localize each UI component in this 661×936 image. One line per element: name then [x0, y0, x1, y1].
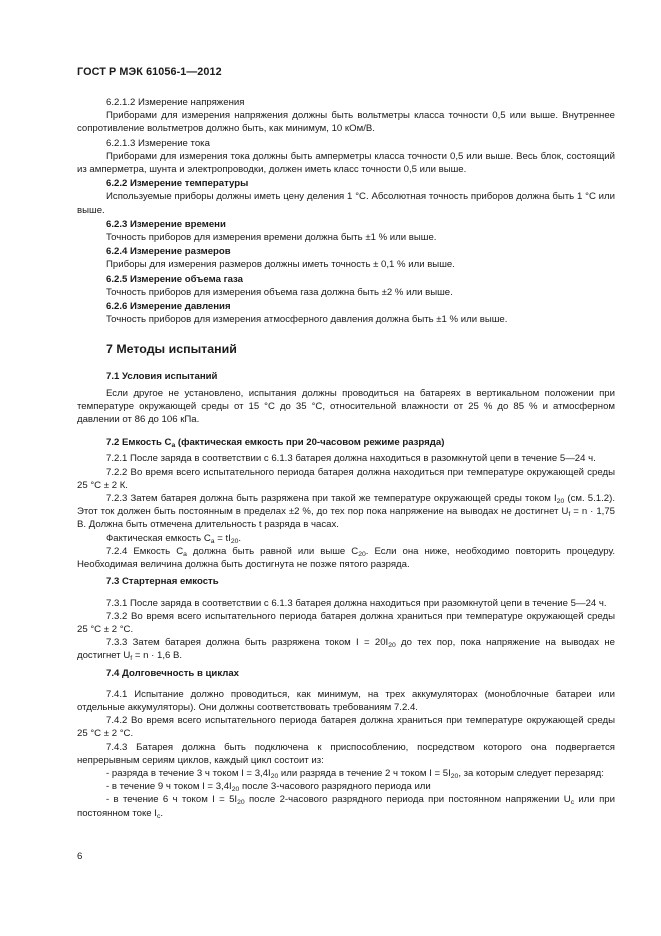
text-7-4-2: 7.4.2 Во время всего испытательного периода батарея должна храниться при температуре окружающей среды 25 °С ± 2 °С.	[77, 715, 615, 740]
heading-6-2-2: 6.2.2 Измерение температуры	[106, 178, 249, 190]
text-6-2-1-3: Приборами для измерения тока должны быть амперметры класса точности 0,5 или выше. Весь блок, состоящий из амперметра, шунта и электропроводки, должен иметь класс точности 0,5 или выше.	[77, 150, 615, 176]
heading-6-2-4: 6.2.4 Измерение размеров	[106, 246, 231, 258]
list-item-3: - в течение 6 ч током $I = 5I_{20}$ после 2-часового разрядного периода при постоянном напряжении $U_c$ или при постоянном токе $I_c$.	[77, 794, 615, 820]
page-number: 6	[77, 851, 83, 862]
text-7-2-3: 7.2.3 Затем батарея должна быть разряжена при такой же температуре окружающей среды током $I_{20}$ (см. 5.1.2). Этот ток должен быть постоянным в пределах ±2 %, до тех пор пока напряжение на выводах не достигнет $U_f = n \cdot 1,75$ В. Должна быть отмечена длительность t разряда в часах.	[77, 493, 616, 531]
text-6-2-5: Точность приборов для измерения объема газа должна быть ±2 % или выше.	[106, 286, 453, 298]
text-7-1: Если другое не установлено, испытания должны проводиться на батареях в вертикальном положении при температуре окружающей среды от 15 °С до 35 °С, относительной влажности от 25 % до 85 % и атмосферном давлении от 86 до 106 кПа.	[77, 387, 615, 426]
text-6-2-4: Приборы для измерения размеров должны иметь точность ± 0,1 % или выше.	[106, 259, 455, 271]
heading-6-2-1-3: 6.2.1.3 Измерение тока	[106, 137, 210, 149]
heading-7-1: 7.1 Условия испытаний	[106, 371, 218, 383]
heading-6-2-5: 6.2.5 Измерение объема газа	[106, 273, 244, 285]
text-actual-capacity: Фактическая емкость $C_a = tI_{20}$.	[106, 532, 242, 545]
text-6-2-1-2: Приборами для измерения напряжения должны быть вольтметры класса точности 0,5 или выше. Внутреннее сопротивление вольтметров должно быть, как минимум, 10 кОм/В.	[77, 110, 615, 135]
text-7-3-1: 7.3.1 После заряда в соответствии с 6.1.3 батарея должна находиться при разомкнутой цепи в течение 5—24 ч.	[106, 597, 607, 609]
text-7-4-1: 7.4.1 Испытание должно проводиться, как минимум, на трех аккумуляторах (моноблочные батареи или отдельные аккумуляторы). Они должны соответствовать требованиям 7.2.4.	[77, 688, 615, 713]
text-7-3-2: 7.3.2 Во время всего испытательного периода батарея должна храниться при температуре окружающей среды 25 °С ± 2 °С.	[77, 610, 615, 635]
text-6-2-6: Точность приборов для измерения атмосферного давления должна быть ±1 % или выше.	[106, 314, 508, 326]
heading-7-2: 7.2 Емкость $C_a$ (фактическая емкость при 20-часовом режиме разряда)	[106, 437, 445, 450]
heading-6-2-6: 6.2.6 Измерение давления	[106, 301, 231, 313]
document-header: ГОСТ Р МЭК 61056-1—2012	[77, 66, 222, 78]
text-6-2-3: Точность приборов для измерения времени должна быть ±1 % или выше.	[106, 232, 437, 244]
heading-6-2-3: 6.2.3 Измерение времени	[106, 218, 226, 230]
list-item-1: - разряда в течение 3 ч током $I = 3,4I_{20}$ или разряда в течение 2 ч током $I = 5I_{20}$, за которым следует перезаряд:	[106, 767, 604, 780]
text-6-2-2: Используемые приборы должны иметь цену деления 1 °С. Абсолютная точность приборов должна быть 1 °С или выше.	[77, 191, 615, 216]
heading-7-4: 7.4 Долговечность в циклах	[106, 667, 240, 679]
text-7-2-1: 7.2.1 После заряда в соответствии с 6.1.3 батарея должна находиться в разомкнутой цепи в течение 5—24 ч.	[106, 453, 596, 465]
text-7-2-2: 7.2.2 Во время всего испытательного периода батарея должна находиться при температуре окружающей среды 25 °С ± 2 К.	[77, 466, 615, 491]
heading-6-2-1-2: 6.2.1.2 Измерение напряжения	[106, 97, 245, 108]
document-body	[77, 96, 615, 820]
section-7-heading: 7 Методы испытаний	[106, 342, 237, 357]
list-item-2: - в течение 9 ч током $I = 3,4I_{20}$ после 3-часового разрядного периода или	[106, 781, 431, 794]
text-7-3-3: 7.3.3 Затем батарея должна быть разряжена током $I = 20I_{20}$ до тех пор, пока напряжение на выводах не достигнет $U_f = n \cdot 1,6$ В.	[77, 637, 615, 663]
text-7-2-4: 7.2.4 Емкость $C_a$ должна быть равной или выше $C_{20}$. Если она ниже, необходимо повторить процедуру. Необходимая величина должна быть достигнута не позже пятого разряда.	[77, 545, 615, 571]
heading-7-3: 7.3 Стартерная емкость	[106, 576, 219, 588]
text-7-4-3: 7.4.3 Батарея должна быть подключена к приспособлению, посредством которого она подвергается непрерывным сериям циклов, каждый цикл состоит из:	[77, 741, 615, 766]
